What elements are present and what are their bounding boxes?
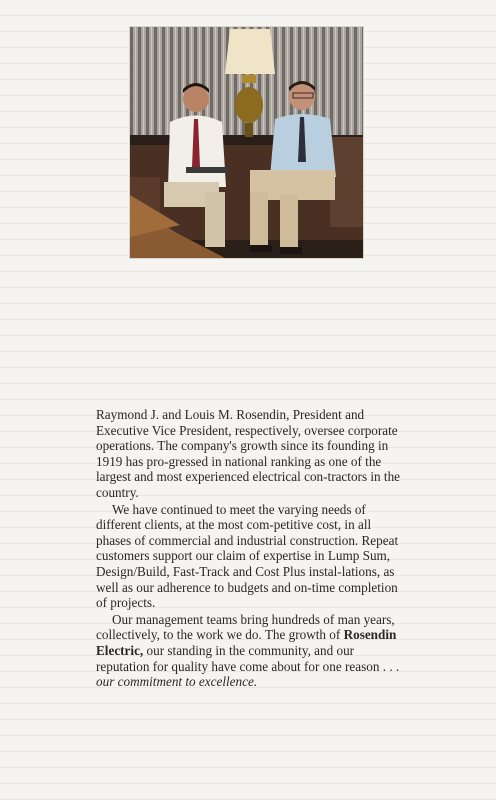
commitment-tagline: our commitment to excellence.: [96, 674, 258, 690]
company-name: Rosendin Electric,: [96, 627, 397, 658]
executives-photo: [130, 27, 363, 258]
paragraph-management-start: Our management teams bring hundreds of man years, collectively, to the work we do. The growth of: [96, 611, 395, 643]
paragraph-leadership: Raymond J. and Louis M. Rosendin, President and Executive Vice President, respectively, oversee corporate operations. The company's growth since its founding in 1919 has pro-gressed in national ranking as one of the largest and most experienced electrical con-tractors in the country.: [96, 407, 401, 500]
body-text: [96, 407, 406, 690]
paragraph-management: [96, 612, 406, 690]
paragraph-clients: We have continued to meet the varying needs of different clients, at the most com-petitive cost, in all phases of commercial and industrial construction. Repeat customers support our claim of expertise in Lump Sum, Design/Build, Fast-Track and Cost Plus instal-lations, as well as our adherence to budgets and on-time completion of projects.: [96, 501, 399, 611]
paragraph-management-mid: our standing in the community, and our reputation for quality have come about for one reason . . .: [96, 642, 400, 674]
executives-photo-image: [130, 27, 363, 258]
